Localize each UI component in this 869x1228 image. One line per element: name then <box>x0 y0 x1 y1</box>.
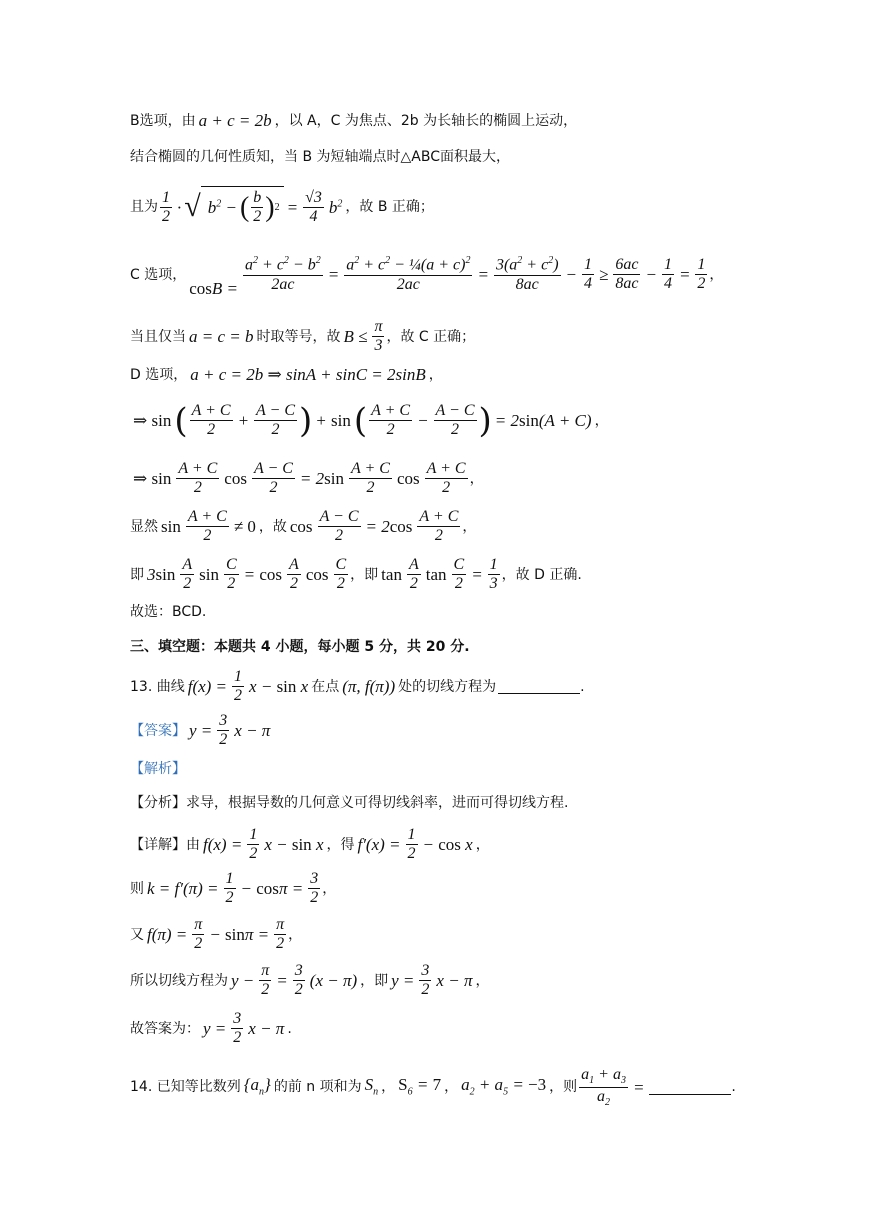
text: ， <box>709 266 724 283</box>
heading-text: 三、填空题：本题共 4 小题，每小题 5 分，共 20 分. <box>130 639 470 655</box>
line-d-option <box>130 366 443 383</box>
tangent-line: 所以切线方程为 y − $\frac{\pi}{2}$ = $\frac{3}{2}$ (x − π) ，即 y = $\frac{3}{2}$ x − π ， <box>130 962 490 999</box>
text: ，以 A，C 为焦点、2b 为长轴长的椭圆上运动， <box>274 112 578 129</box>
answer-line: 【答案】 y = $\frac{3}{2}$ x − π <box>130 712 271 749</box>
text: ， <box>594 412 609 429</box>
text: . <box>287 1020 292 1037</box>
text: 且为 <box>130 199 158 216</box>
text: ，则 <box>549 1079 578 1096</box>
answer-blank <box>498 679 580 694</box>
text: 显然 <box>130 518 158 535</box>
text: C 选项， <box>130 266 187 283</box>
text: 结合椭圆的几何性质知，当 B 为短轴端点时△ABC面积最大， <box>130 149 510 165</box>
text: 由 <box>186 836 200 853</box>
line-c-option-cosine: C 选项， cosB = $\frac{a^2 + c^2 - b^2}{2ac}$ = $\frac{a^2 + c^2 - \frac{1}{4}(a + c)^2}{2ac}$ = $\frac{3(a^2 + c^2)}{8ac}$ − $\frac{1}{4}$ ≥ $\frac{6ac}{8ac}$ − $\frac{1}{4}$ = $\frac{1}{2}$ ， <box>130 254 724 298</box>
value-line: 又 f(π) = $\frac{\pi}{2}$ − sinπ = $\frac{\pi}{2}$ ， <box>130 916 303 953</box>
line-equality-condition: 当且仅当 a = c = b 时取等号，故 B ≤ $\frac{\pi}{3}$ ，故 C 正确； <box>130 318 476 355</box>
text: ， <box>381 1079 396 1096</box>
text: 14. 已知等比数列 <box>130 1079 241 1096</box>
text: 求导，根据导数的几何意义可得切线斜率，进而可得切线方程. <box>186 795 569 811</box>
text: 时取等号，故 <box>256 328 341 345</box>
line-sum-to-product: ⇒ sin ( $\frac{A + C}{2}$ + $\frac{A - C}{2}$ ) + sin ( $\frac{A + C}{2}$ − $\frac{A - C}{2}$ ) = 2sin(A + C) ， <box>133 400 609 441</box>
text: ， <box>475 836 490 853</box>
text: 则 <box>130 880 144 897</box>
analysis-tag: 【解析】 <box>130 761 186 777</box>
text: 在点 <box>311 678 340 695</box>
sqrt-expression: √ $b^2$ − ( $\frac{b}{2}$ ) 2 <box>184 186 283 229</box>
text: ，故 <box>258 518 287 535</box>
detail-line: 【详解】 由 f(x) = $\frac{1}{2}$ x − sin x ，得 f′(x) = $\frac{1}{2}$ − cos x ， <box>130 826 490 863</box>
question-13: 13. 曲线 f(x) = $\frac{1}{2}$ x − sin x 在点 (π, f(π)) 处的切线方程为 . <box>130 668 585 705</box>
equation: a + c = 2b <box>198 111 272 130</box>
text: . <box>731 1079 736 1096</box>
line-product-form: ⇒ sin $\frac{A + C}{2}$ cos $\frac{A - C}{2}$ = 2sin $\frac{A + C}{2}$ cos $\frac{A + C}{2}$ ， <box>133 460 484 497</box>
equation: a + c = 2b ⇒ sinA + sinC = 2sinB <box>190 365 426 384</box>
line-nonzero-sine: 显然 sin $\frac{A + C}{2}$ ≠ 0 ，故 cos $\frac{A - C}{2}$ = 2cos $\frac{A + C}{2}$ ， <box>130 508 477 545</box>
text: D 选项， <box>130 366 188 383</box>
line-tan-product: 即 3sin $\frac{A}{2}$ sin $\frac{C}{2}$ = cos $\frac{A}{2}$ cos $\frac{C}{2}$ ，即 tan $\frac{A}{2}$ tan $\frac{C}{2}$ = $\frac{1}{3}$ ，故 D 正确. <box>130 556 582 593</box>
text: ，故 B 正确； <box>345 199 434 216</box>
text: . <box>580 678 585 695</box>
answer-blank <box>649 1080 731 1095</box>
analysis-line <box>130 796 568 810</box>
text: ， <box>475 972 490 989</box>
analysis-tag-line <box>130 762 186 776</box>
line-ellipse-property <box>130 150 510 164</box>
text: 的前 n 项和为 <box>273 1079 362 1096</box>
line-b-option-intro <box>130 112 577 129</box>
final-answer-line: 故答案为： y = $\frac{3}{2}$ x − π . <box>130 1010 292 1047</box>
text: 处的切线方程为 <box>398 678 497 695</box>
text: ， <box>444 1079 459 1096</box>
analysis-label: 【分析】 <box>130 795 186 811</box>
fraction-half: $\frac{1}{2}$ <box>162 188 170 225</box>
text: 即 <box>130 566 144 583</box>
text: ， <box>462 518 477 535</box>
text: ，即 <box>360 972 389 989</box>
text: 所以切线方程为 <box>130 972 228 989</box>
equation: a = c = b <box>189 327 254 347</box>
text: ，即 <box>350 566 379 583</box>
text: ， <box>469 470 484 487</box>
line-area-formula: 且为 $\frac{1}{2}$ · √ $b^2$ − ( $\frac{b}{2}$ ) 2 = $\frac{√3}{4}$ $b^2$ ，故 B 正确； <box>130 186 434 229</box>
detail-label: 【详解】 <box>130 836 186 853</box>
text: 故答案为： <box>130 1020 200 1037</box>
text: 故选：BCD. <box>130 604 207 620</box>
fraction-sqrt3-over-4: $\frac{√3}{4}$ <box>305 188 322 225</box>
text: 又 <box>130 926 144 943</box>
text: ， <box>288 926 303 943</box>
text: ， <box>322 880 337 897</box>
text: 当且仅当 <box>130 328 186 345</box>
text: ， <box>428 366 443 383</box>
line-answer-choice <box>130 605 206 619</box>
section-heading <box>130 640 470 654</box>
text: ，得 <box>326 836 355 853</box>
question-14: 14. 已知等比数列 $\{a_n\}$ 的前 n 项和为 $S_n$ ， $S_6 = 7$ ， $a_2 + a_5 = -3$ ，则 $\frac{a_1 + a_3}{a_2}$ = . <box>130 1066 736 1108</box>
text: ，故 C 正确； <box>386 328 476 345</box>
answer-tag: 【答案】 <box>130 722 186 739</box>
text: B选项，由 <box>130 112 196 129</box>
text: 13. 曲线 <box>130 678 185 695</box>
equals-sign: = <box>632 1077 645 1097</box>
text: ，故 D 正确. <box>501 566 582 583</box>
slope-line: 则 k = f′(π) = $\frac{1}{2}$ − cosπ = $\frac{3}{2}$ ， <box>130 870 337 907</box>
